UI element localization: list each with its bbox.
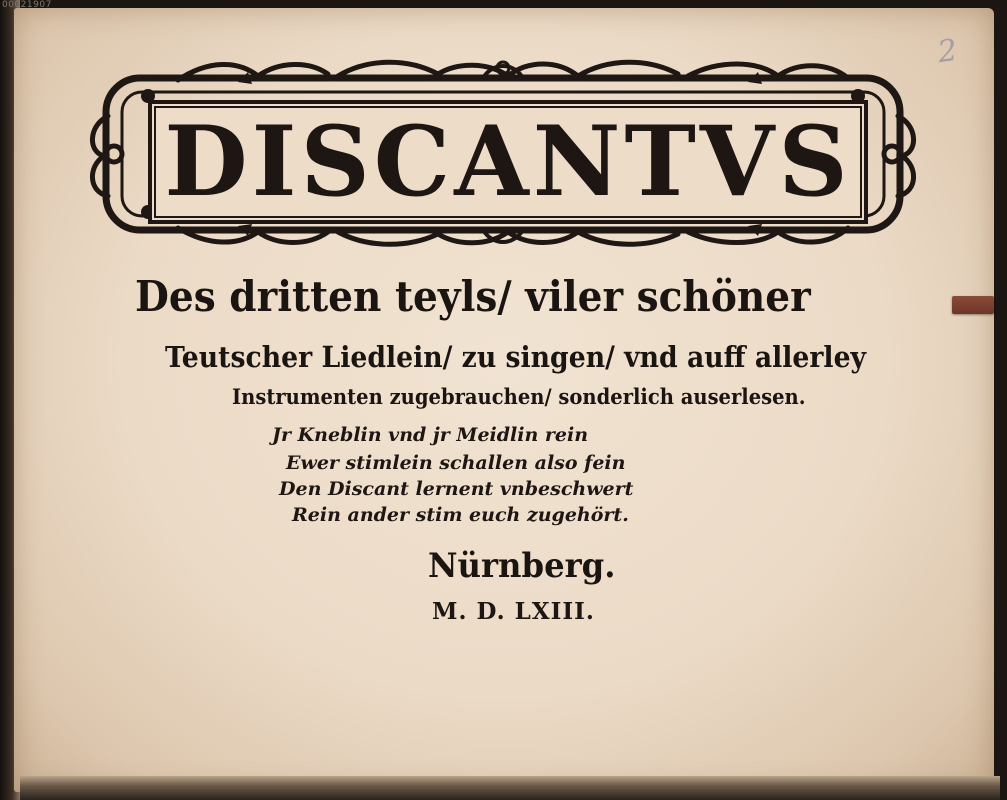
verse-line-2: Ewer stimlein schallen also fein — [286, 452, 626, 474]
verse-line-4: Rein ander stim euch zugehört. — [292, 504, 629, 526]
page-title: DISCANTVS — [164, 105, 852, 218]
subtitle-line-1: Des dritten teyls/ viler schöner — [135, 272, 811, 321]
title-panel — [148, 100, 868, 224]
verse-line-1: Jr Kneblin vnd jr Meidlin rein — [272, 424, 589, 446]
archive-id-label: 00021907 — [2, 0, 52, 10]
verse-line-3: Den Discant lernent vnbeschwert — [279, 478, 634, 500]
folio-number: 2 — [935, 32, 960, 71]
bookmark-tab — [952, 296, 994, 314]
imprint-place: Nürnberg. — [428, 546, 616, 586]
subtitle-line-3: Instrumenten zugebrauchen/ sonderlich auserlesen. — [232, 384, 806, 409]
page-bottom-edge — [20, 776, 1000, 800]
title-cartouche — [88, 56, 918, 248]
imprint-year: M. D. LXIII. — [432, 598, 595, 625]
subtitle-line-2: Teutscher Liedlein/ zu singen/ vnd auff allerley — [165, 340, 867, 374]
